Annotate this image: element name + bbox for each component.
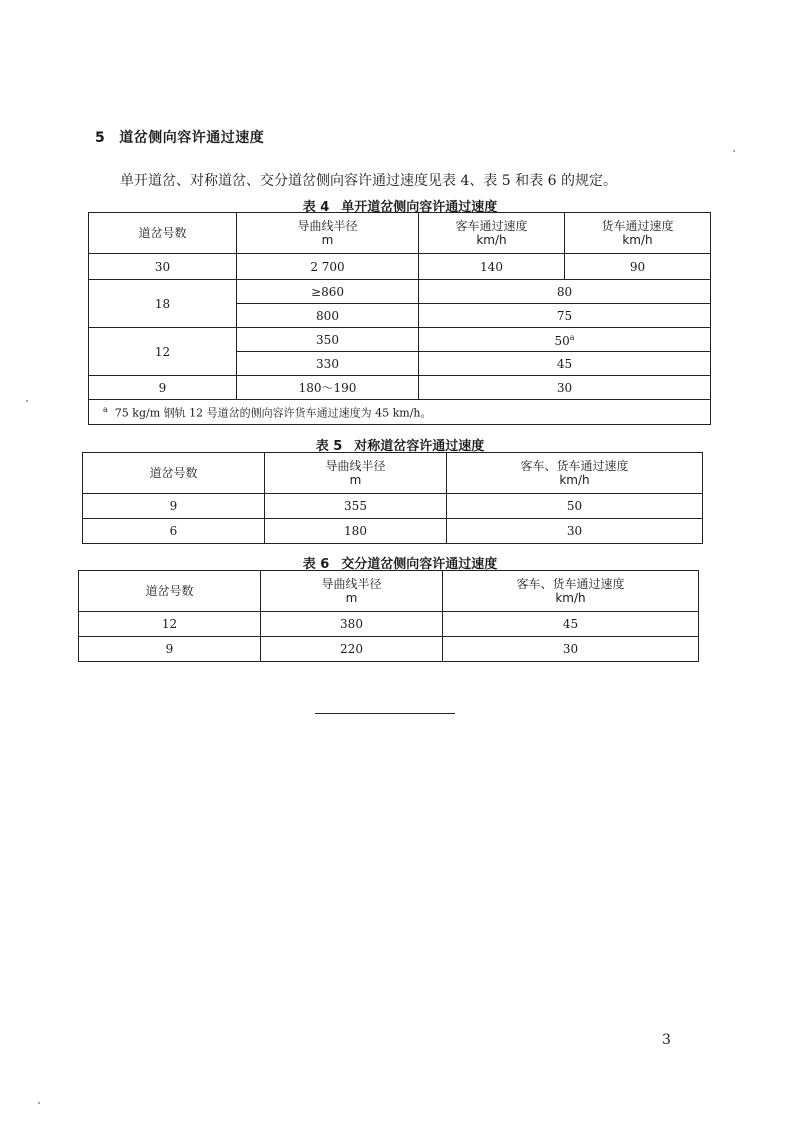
- table4-header-radius: [237, 213, 419, 254]
- table4-cell-passenger: 140: [419, 254, 565, 280]
- page-number: 3: [662, 1032, 671, 1048]
- table4-header-passenger-unit: km/h: [476, 233, 507, 247]
- table5-cell-radius: 355: [265, 494, 447, 519]
- footnote-marker: a: [569, 333, 575, 342]
- table-row: [79, 612, 699, 637]
- table4-header-turnout: 道岔号数: [89, 213, 237, 254]
- table-row: [89, 328, 711, 352]
- table-row: [89, 376, 711, 400]
- table4-cell-freight: 90: [565, 254, 711, 280]
- table4-cell-turnout: 18: [89, 280, 237, 328]
- table6-title: 交分道岔侧向容许通过速度: [341, 557, 498, 572]
- table4-cell-speed: 45: [419, 352, 711, 376]
- table6-header-speed-unit: km/h: [555, 591, 586, 605]
- table5-cell-turnout: 6: [83, 519, 265, 544]
- table6-cell-radius: 380: [261, 612, 443, 637]
- table4-cell-radius: 2 700: [237, 254, 419, 280]
- table5-header-radius-label: 导曲线半径: [325, 459, 386, 473]
- table6-cell-speed: 30: [443, 637, 699, 662]
- table6-number: 表 6: [302, 557, 330, 572]
- table5-header-turnout: 道岔号数: [83, 453, 265, 494]
- table4-header-radius-unit: m: [321, 233, 334, 247]
- table4-header-passenger: [419, 213, 565, 254]
- table-row: [89, 254, 711, 280]
- table5-cell-turnout: 9: [83, 494, 265, 519]
- scan-speck: [26, 400, 28, 402]
- section-heading: [95, 127, 264, 147]
- table4-footnote-text: 75 kg/m 钢轨 12 号道岔的侧向容许货车通过速度为 45 km/h。: [114, 406, 432, 420]
- table4-header-freight-label: 货车通过速度: [601, 219, 674, 233]
- intro-paragraph: 单开道岔、对称道岔、交分道岔侧向容许通过速度见表 4、表 5 和表 6 的规定。: [120, 173, 617, 189]
- table6-header-speed-label: 客车、货车通过速度: [516, 577, 625, 591]
- table4-cell-radius: 800: [237, 304, 419, 328]
- table4-cell-speed: 30: [419, 376, 711, 400]
- table5-cell-speed: 50: [447, 494, 703, 519]
- table6-cell-speed: 45: [443, 612, 699, 637]
- section-title: 道岔侧向容许通过速度: [119, 130, 265, 146]
- table4-cell-radius: ≥860: [237, 280, 419, 304]
- table4-cell-speed: 80: [419, 280, 711, 304]
- table6-cell-turnout: 12: [79, 612, 261, 637]
- table5: [82, 452, 703, 544]
- table4-cell-speed: 75: [419, 304, 711, 328]
- table4-cell-speed: [419, 328, 711, 352]
- table6: [78, 570, 699, 662]
- table4-header-row: [89, 213, 711, 254]
- table4-cell-turnout: 30: [89, 254, 237, 280]
- table4-header-passenger-label: 客车通过速度: [455, 219, 528, 233]
- table4: [88, 212, 711, 425]
- scan-speck: [38, 1102, 40, 1104]
- table-row: [89, 280, 711, 304]
- table6-header-radius-label: 导曲线半径: [321, 577, 382, 591]
- table6-header-row: [79, 571, 699, 612]
- table4-cell-radius: 330: [237, 352, 419, 376]
- table4-header-radius-label: 导曲线半径: [297, 219, 358, 233]
- table4-footnote: [89, 400, 711, 425]
- table6-header-speed: [443, 571, 699, 612]
- table4-cell-turnout: 12: [89, 328, 237, 376]
- table6-cell-turnout: 9: [79, 637, 261, 662]
- table5-number: 表 5: [315, 439, 343, 454]
- table4-cell-turnout: 9: [89, 376, 237, 400]
- table4-speed-value: 50: [554, 334, 570, 348]
- table6-header-radius: [261, 571, 443, 612]
- table6-cell-radius: 220: [261, 637, 443, 662]
- table5-header-radius: [265, 453, 447, 494]
- table5-header-row: [83, 453, 703, 494]
- table4-cell-radius: 180～190: [237, 376, 419, 400]
- table5-title: 对称道岔容许通过速度: [354, 439, 485, 454]
- table6-header-turnout: 道岔号数: [79, 571, 261, 612]
- section-number: 5: [95, 130, 106, 146]
- table5-cell-speed: 30: [447, 519, 703, 544]
- table-row: [83, 494, 703, 519]
- table5-header-speed-unit: km/h: [559, 473, 590, 487]
- scan-speck: [733, 150, 735, 152]
- end-rule: [315, 713, 455, 714]
- table4-footnote-row: [89, 400, 711, 425]
- table4-header-freight: [565, 213, 711, 254]
- table-row: [79, 637, 699, 662]
- table4-header-freight-unit: km/h: [622, 233, 653, 247]
- table5-cell-radius: 180: [265, 519, 447, 544]
- table-row: [83, 519, 703, 544]
- table5-header-speed: [447, 453, 703, 494]
- table5-header-radius-unit: m: [349, 473, 362, 487]
- table4-number: 表 4: [302, 200, 330, 215]
- table5-header-speed-label: 客车、货车通过速度: [520, 459, 629, 473]
- table4-title: 单开道岔侧向容许通过速度: [341, 200, 498, 215]
- table6-header-radius-unit: m: [345, 591, 358, 605]
- footnote-marker: a: [103, 405, 108, 415]
- table4-cell-radius: 350: [237, 328, 419, 352]
